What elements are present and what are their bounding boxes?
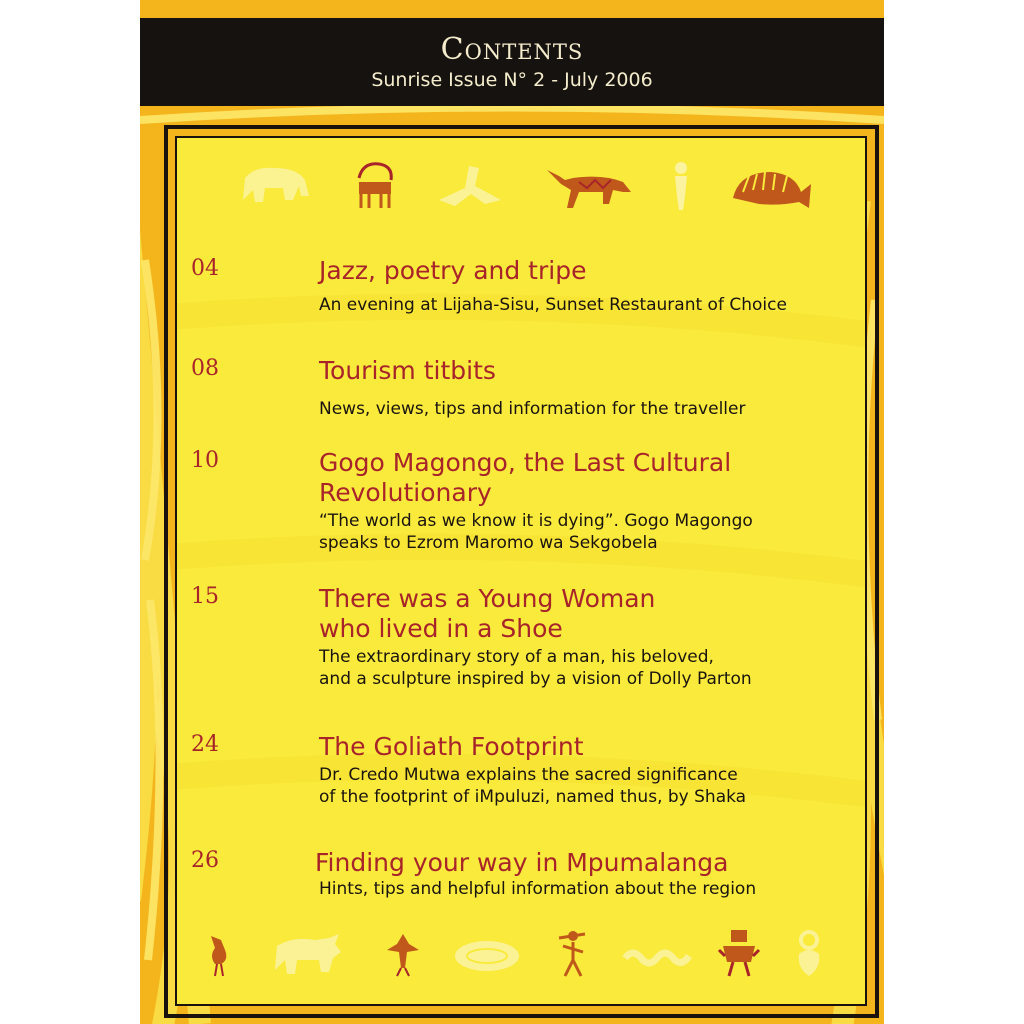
snake-icon: [621, 944, 693, 968]
entry-title: [315, 848, 855, 878]
entry-title: [319, 448, 859, 508]
entry-title-line: Finding your way in Mpumalanga: [315, 848, 729, 877]
human-figure-icon: [669, 160, 693, 212]
entry-description-line: An evening at Lijaha-Sisu, Sunset Restaurant of Choice: [319, 295, 787, 315]
entry-title-line: Revolutionary: [319, 478, 492, 507]
contents-panel: [175, 136, 867, 1006]
fish-icon: [729, 162, 813, 216]
pendant-icon: [791, 928, 827, 980]
entry-description-line: and a sculpture inspired by a vision of Dolly Parton: [319, 669, 752, 689]
page-number: 15: [191, 584, 219, 609]
entry-title-line: Jazz, poetry and tripe: [319, 256, 587, 285]
entry-description-line: The extraordinary story of a man, his beloved,: [319, 647, 714, 667]
entry-title-line: who lived in a Shoe: [319, 614, 563, 643]
entry-description-line: News, views, tips and information for the traveller: [319, 399, 746, 419]
entry-description-line: of the footprint of iMpuluzi, named thus, by Shaka: [319, 787, 747, 807]
entry-title-line: Gogo Magongo, the Last Cultural: [319, 448, 732, 477]
bird-flying-icon: [435, 160, 505, 210]
page-number: 24: [191, 732, 219, 757]
entry-title-line: The Goliath Footprint: [319, 732, 584, 761]
entry-title-line: Tourism titbits: [319, 356, 496, 385]
mask-figure-icon: [717, 926, 761, 980]
entry-description: [319, 764, 859, 808]
entry-description-line: Dr. Credo Mutwa explains the sacred significance: [319, 765, 738, 785]
gazelle-icon: [543, 162, 635, 212]
fish-oval-icon: [451, 936, 523, 976]
entry-description-line: Hints, tips and helpful information about the region: [319, 879, 757, 899]
entry-description-line: “The world as we know it is dying”. Gogo Magongo: [319, 511, 753, 531]
hunter-icon: [555, 928, 591, 980]
entry-description: [319, 878, 859, 900]
page-number: 04: [191, 256, 219, 281]
antelope-icon: [349, 158, 399, 212]
entry-description-line: speaks to Ezrom Maromo wa Sekgobela: [319, 533, 658, 553]
entry-description: [319, 294, 859, 316]
bird-icon: [385, 930, 421, 978]
entry-description: [319, 510, 859, 554]
entry-title-line: There was a Young Woman: [319, 584, 656, 613]
elephant-icon: [235, 160, 315, 210]
issue-subtitle: Sunrise Issue N° 2 - July 2006: [371, 69, 653, 91]
entry-title: [319, 732, 859, 762]
page-number: 08: [191, 356, 219, 381]
contents-title: Contents: [440, 32, 584, 67]
heron-icon: [205, 930, 235, 978]
contents-header: [140, 18, 884, 106]
page-number: 10: [191, 448, 219, 473]
entry-title: [319, 584, 859, 644]
entry-description: [319, 646, 859, 690]
entry-title: [319, 356, 859, 386]
rhino-icon: [269, 930, 349, 980]
entry-description: [319, 398, 859, 420]
entry-title: [319, 256, 859, 286]
page-number: 26: [191, 848, 219, 873]
